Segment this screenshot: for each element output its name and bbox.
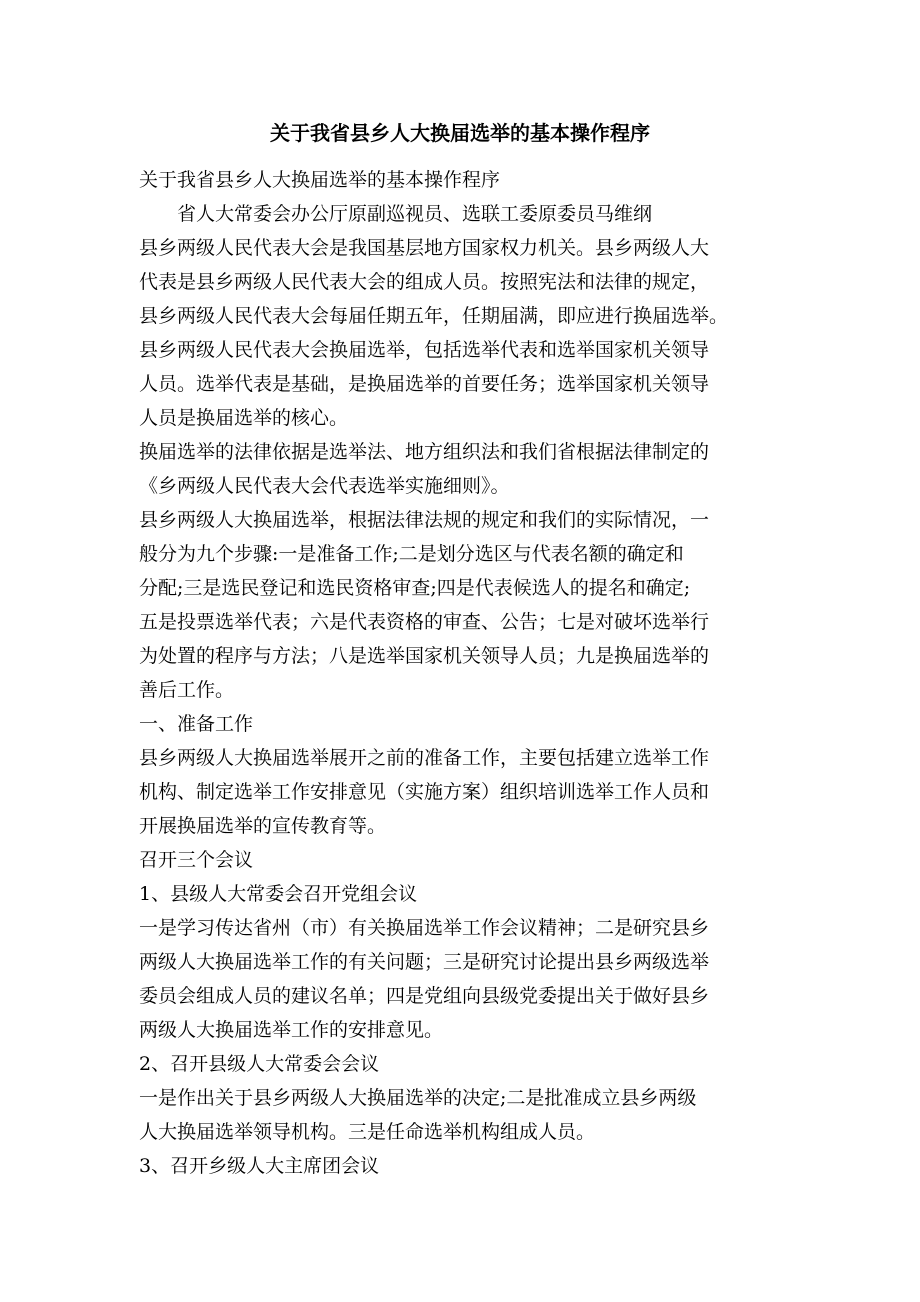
text-line: 人员是换届选举的核心。	[139, 407, 349, 429]
text-line: 分配;三是选民登记和选民资格审查;四是代表候选人的提名和确定;	[139, 577, 691, 599]
text-line: 县乡两级人民代表大会每届任期五年，任期届满，即应进行换届选举。	[139, 305, 729, 327]
text-line: 县乡两级人民代表大会是我国基层地方国家权力机关。县乡两级人大	[139, 237, 710, 259]
list-heading: 2、召开县级人大常委会会议	[139, 1053, 380, 1075]
author-line: 省人大常委会办公厅原副巡视员、选联工委原委员马维纲	[177, 203, 653, 225]
text-line: 换届选举的法律依据是选举法、地方组织法和我们省根据法律制定的	[139, 441, 710, 463]
text-line: 代表是县乡两级人民代表大会的组成人员。按照宪法和法律的规定，	[139, 271, 710, 293]
text-line: 县乡两级人大换届选举展开之前的准备工作，主要包括建立选举工作	[139, 747, 710, 769]
text-line: 机构、制定选举工作安排意见（实施方案）组织培训选举工作人员和	[139, 781, 710, 803]
text-line: 人员。选举代表是基础，是换届选举的首要任务；选举国家机关领导	[139, 373, 710, 395]
section-heading: 一、准备工作	[139, 713, 254, 735]
text-line: 两级人大换届选举工作的有关问题；三是研究讨论提出县乡两级选举	[139, 951, 710, 973]
text-line: 县乡两级人大换届选举，根据法律法规的规定和我们的实际情况，一	[139, 509, 710, 531]
document-title: 关于我省县乡人大换届选举的基本操作程序	[270, 121, 650, 145]
text-line: 人大换届选举领导机构。三是任命选举机构组成人员。	[139, 1121, 596, 1143]
text-line: 两级人大换届选举工作的安排意见。	[139, 1019, 444, 1041]
text-line: 善后工作。	[139, 679, 235, 701]
text-line: 《乡两级人民代表大会代表选举实施细则》。	[139, 475, 510, 497]
text-line: 开展换届选举的宣传教育等。	[139, 815, 387, 837]
list-heading: 1、县级人大常委会召开党组会议	[139, 883, 418, 905]
text-line: 委员会组成人员的建议名单；四是党组向县级党委提出关于做好县乡	[139, 985, 710, 1007]
list-heading: 3、召开乡级人大主席团会议	[139, 1155, 380, 1177]
text-line: 般分为九个步骤:一是准备工作;二是划分选区与代表名额的确定和	[139, 543, 684, 565]
text-line: 一是作出关于县乡两级人大换届选举的决定;二是批准成立县乡两级	[139, 1087, 697, 1109]
text-line: 五是投票选举代表；六是代表资格的审查、公告；七是对破坏选举行	[139, 611, 710, 633]
text-line: 为处置的程序与方法；八是选举国家机关领导人员；九是换届选举的	[139, 645, 710, 667]
text-line: 关于我省县乡人大换届选举的基本操作程序	[139, 169, 501, 191]
text-line: 一是学习传达省州（市）有关换届选举工作会议精神；二是研究县乡	[139, 917, 710, 939]
text-line: 县乡两级人民代表大会换届选举，包括选举代表和选举国家机关领导	[139, 339, 710, 361]
document-body	[139, 163, 789, 1183]
subsection-heading: 召开三个会议	[139, 849, 254, 871]
